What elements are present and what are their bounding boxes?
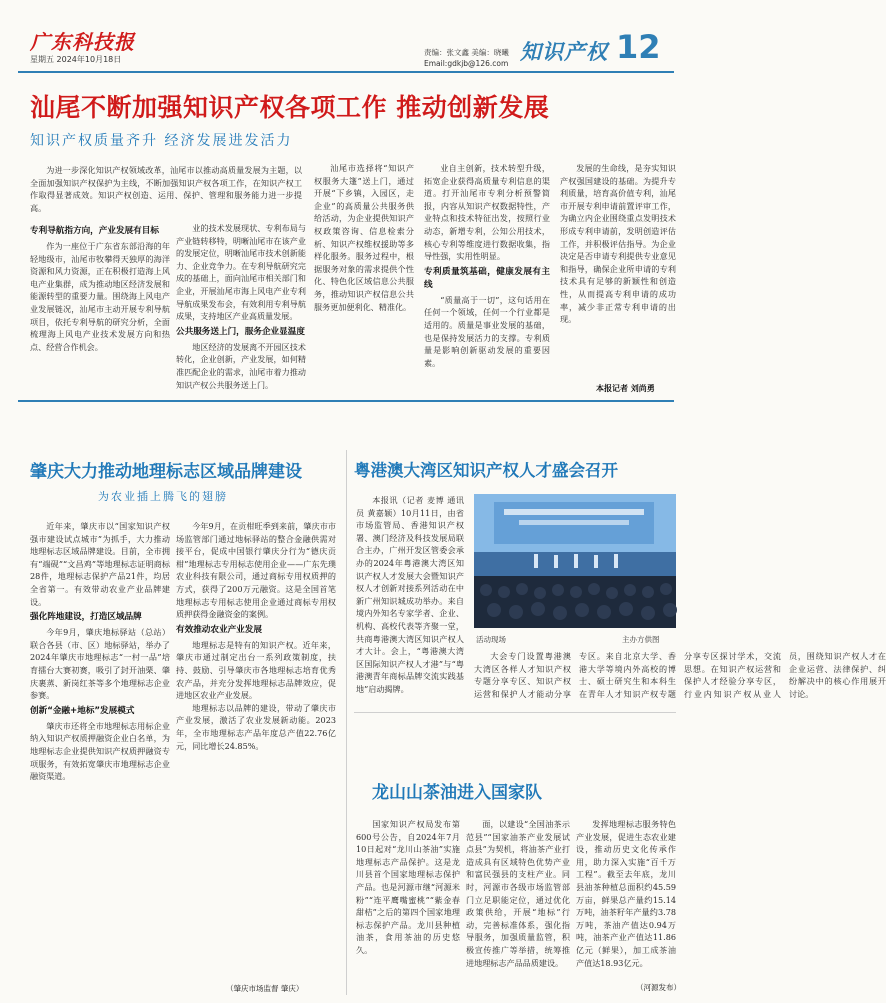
gba-text-2: 大会专门设置粤港澳大湾区各样人才知识产权专题分享专区、知识产权运营和保护人才能动分享专区。来自北京大学、香港大学等境内外高校的博士、硕士研究生和本科生在青年人才知识产权专题分享专区探讨学术，交流思想。在知识产权运营和保护人才经验分享专区，行业内知识产权从业人员，围绕知识产权人才在企业运营、法律保护、纠纷解决中的核心作用展开讨论。 — [474, 651, 886, 699]
lead-intro: 为进一步深化知识产权领域改革，汕尾市以推动高质量发展为主题，以全面加强知识产权保护为主线，不断加强知识产权各项工作，在知识产权工作取得显著成效。知识产权创造、运用、保护、管理和服务能力进一步提高。 — [30, 165, 302, 213]
lead-subtitle-2: 公共服务送上门，服务企业显温度 — [176, 326, 305, 337]
event-photo — [474, 494, 676, 628]
longshan-column-1: 国家知识产权局发布第600号公告，自2024年7月10日起对“龙川山茶油”实施地理标志产品保护。这是龙川县首个国家地理标志保护产品。也是河源市继“河源米粉”“连平鹰嘴蜜桃”“紫金春甜桔”之后的第四个国家地理标志保护产品。龙川县种植油茶，食用茶油的历史悠久。 — [356, 819, 460, 955]
zhaoqing-byline: （肇庆市场监督 肇庆） — [226, 984, 304, 993]
zhaoqing-subtitle-2: 有效推动农业产业发展 — [176, 624, 262, 635]
lead-column-4: 业自主创新，技术转型升级，拓宽企业获得高质量专利信息的渠道。打开汕尾市专利分析预警简报，内容从知识产权数据特性，产业特点和技术特征出发，按照行业动态，新增专利，公知公用技术，核心专利等维度进行数据收集，指导性强，实用性明显。 专利质量筑基础，健康发展有主线 “质量高于一切”，这句话用在任何一个领域，任何一个行业都是适用的。质量是事业发展的基础，也是保持发展活力的支撑。专利质量是影响创新驱动发展的重要因素。 — [424, 163, 550, 368]
zhaoqing-subtitle-3: 创新“金融+地标”发展模式 — [30, 705, 135, 716]
lead-subhead: 知识产权质量齐升 经济发展进发活力 — [30, 133, 293, 149]
column-divider — [346, 450, 347, 995]
zhaoqing-column-2: 今年9月，在贡柑旺季到来前，肇庆市市场监管部门通过地标驿站的整合金融供需对接平台，促成中国银行肇庆分行为“德庆贡柑”地理标志专用标志使用企业——广东先璞农业科技有限公司，通过商标专用权质押的方式，获得了200万元融资。这是全国首笔地理标志专用标志使用企业通过商标专用权质押获得金融资金的案例。 有效推动农业产业发展 地理标志是特有的知识产权。近年来，肇庆市通过制定出台一系列政策制度，扶持、鼓励、引导肇庆市各地理标志培育优秀农产品，并充分发挥地理标志品牌效应，促进地区农业产业发展。 地理标志以品牌的建设，带动了肇庆市产业发展，激活了农业发展新动能。2023年，全市地理标志产品年度总产值22.76亿元，同比增长24.85%。 — [176, 521, 336, 751]
longshan-headline: 龙山山茶油进入国家队 — [372, 783, 542, 803]
page-number: 12 — [616, 28, 661, 66]
section-name: 知识产权 — [520, 39, 608, 64]
zhaoqing-subtitle-1: 强化阵地建设，打造区域品牌 — [30, 612, 142, 623]
lead-byline: 本报记者 刘尚勇 — [596, 384, 655, 393]
zhaoqing-subhead: 为农业插上腾飞的翅膀 — [98, 490, 228, 503]
stage-scene-image — [474, 494, 676, 628]
lead-headline: 汕尾不断加强知识产权各项工作 推动创新发展 — [30, 93, 550, 122]
zhaoqing-column-1: 近年来，肇庆市以“国家知识产权强市建设试点城市”为抓手，大力推动地理标志区域品牌建设。目前，全市拥有“端砚”“文昌鸡”等地理标志证明商标28件，地理标志保护产品21件，均居全省第一。有效带动农业产业品牌建设。 强化阵地建设，打造区域品牌 今年9月，肇庆地标驿站（总站）联合各县（市、区）地标驿站，举办了2024年肇庆市地理标志“一村一品”培育擂台大赛初赛，吸引了封开油栗、肇庆裹蒸、新岗红茶等多个地理标志企业参赛。 创新“金融+地标”发展模式 肇庆市还将全市地理标志用标企业纳入知识产权质押融资企业白名单，为地理标志企业提供知识产权质押融资专项服务，有效拓宽肇庆市地理标志企业融资渠道。 — [30, 521, 170, 782]
lead-column-5: 发展的生命线，是夯实知识产权强国建设的基础。为提升专利质量，培育高价值专利，汕尾市开展专利申请前置评审工作，为确立内企业围绕重点发明技术形成专利申请前，发明创造评估工作，并积极评估指导。为企业决定是否申请专利提供专业意见和指导，确保企业所申请的专利技术具有足够的新颖性和创造性，从而提高专利申请的成功率，减少非正常专利申请的出现。 — [560, 163, 676, 325]
lead-column-3: 汕尾市选择将“知识产权服务大篷”送上门，通过开展“下乡镇，入园区，走企业”的高质量公共服务供给活动，为企业提供知识产权政策咨询、信息检索分析、知识产权维权援助等多样化服务。服务过程中，根据服务对象的需求提供个性化、特色化区域信息公共服务，推动知识产权信息公共服务更加便利化、精准化。 — [314, 163, 414, 312]
longshan-byline: （河源发布） — [636, 983, 681, 992]
lead-subtitle-1: 专利导航指方向，产业发展有目标 — [30, 226, 159, 236]
gba-headline: 粤港澳大湾区知识产权人才盛会召开 — [354, 461, 618, 480]
issue-date: 星期五 2024年10月18日 — [30, 55, 122, 64]
newspaper-logo: 广东科技报 — [30, 30, 135, 54]
zhaoqing-headline: 肇庆大力推动地理标志区域品牌建设 — [30, 462, 302, 482]
photo-credit: 主办方供图 — [622, 635, 660, 644]
editor-credit: 责编：张文鑫 美编：晓曦 — [424, 48, 509, 57]
lead-subtitle-3: 专利质量筑基础，健康发展有主线 — [424, 266, 550, 290]
section-divider-2 — [354, 712, 676, 713]
lead-column-2: 业的技术发展现状、专利布局与产业链转移特，明晰汕尾市在该产业的发展定位，明晰汕尾市技术创新能力、企业竞争力。在专利导航研究完成的基础上，面向汕尾市相关部门和企业，开展汕尾市海上风电产业专利导航成果发布会，有效利用专利导航成果，支持地区产业高质量发展。 公共服务送上门，服务企业显温度 地区经济的发展离不开园区技术转化，企业创新，产业发展，如何精准匹配企业的需求，汕尾市着力推动知识产权公共服务送上门。 — [176, 223, 306, 390]
photo-caption: 活动现场 — [476, 635, 506, 644]
lead-column-1: 专利导航指方向，产业发展有目标 作为一座位于广东省东部沿海的年轻地级市，汕尾市牧攀得天独厚的海洋资源和风力资源，正在积极打造海上风电产业集群，成为推动地区经济发展和能源转型的重要力量。围绕海上风电产业发展链况，汕尾市主动开展专利导航项目，依托专利导航的研究分析，全面梳理海上风电产业技术发展方向和热点、经营合作机会。 — [30, 226, 170, 352]
masthead — [0, 0, 692, 76]
editor-email: Email:gdkjb@126.com — [424, 59, 509, 68]
gba-text-1: 本报讯（记者 麦博 通讯员 黄嘉颖）10月11日，由省市场监管局、香港知识产权署、澳门经济及科技发展局联合主办，广州开发区管委会承办的2024年粤港澳大湾区知识产权人才发展大会暨知识产权人才创新对接系列活动在中新广州知识城成功举办。来自境内外知名专家学者、企业、机构、高校代表等齐聚一堂，共商粤港澳大湾区知识产权人才大计。会上，“粤港澳大湾区国际知识产权人才港”与“粤港澳青年商标品牌交流实践基地”启动揭牌。 — [356, 495, 464, 694]
section-divider — [18, 400, 674, 402]
longshan-column-2: 面，以建设“全国油茶示范县”“国家油茶产业发展试点县”为契机，将油茶产业打造成具有区域特色优势产业和富民强县的支柱产业。同时，河源市各级市场监管部门立足职能定位，通过优化政策供给，开展“地标”行动，完善标准体系，强化指导服务，加强质量监管，积极宣传推广等举措，统筹推进地理标志产品品质建设。 — [466, 819, 570, 968]
longshan-column-3: 发挥地理标志服务特色产业发展，促进生态农业建设，推动历史文化传承作用，助力深入实施“百千万工程”。截至去年底，龙川县油茶种植总面积约45.59万亩，鲜果总产量约15.14万吨，油茶籽年产量约3.78万吨，茶油产值达0.94万吨，油茶产业产值达11.86亿元（鲜果），加工成茶油产值达18.93亿元。 — [576, 819, 676, 968]
